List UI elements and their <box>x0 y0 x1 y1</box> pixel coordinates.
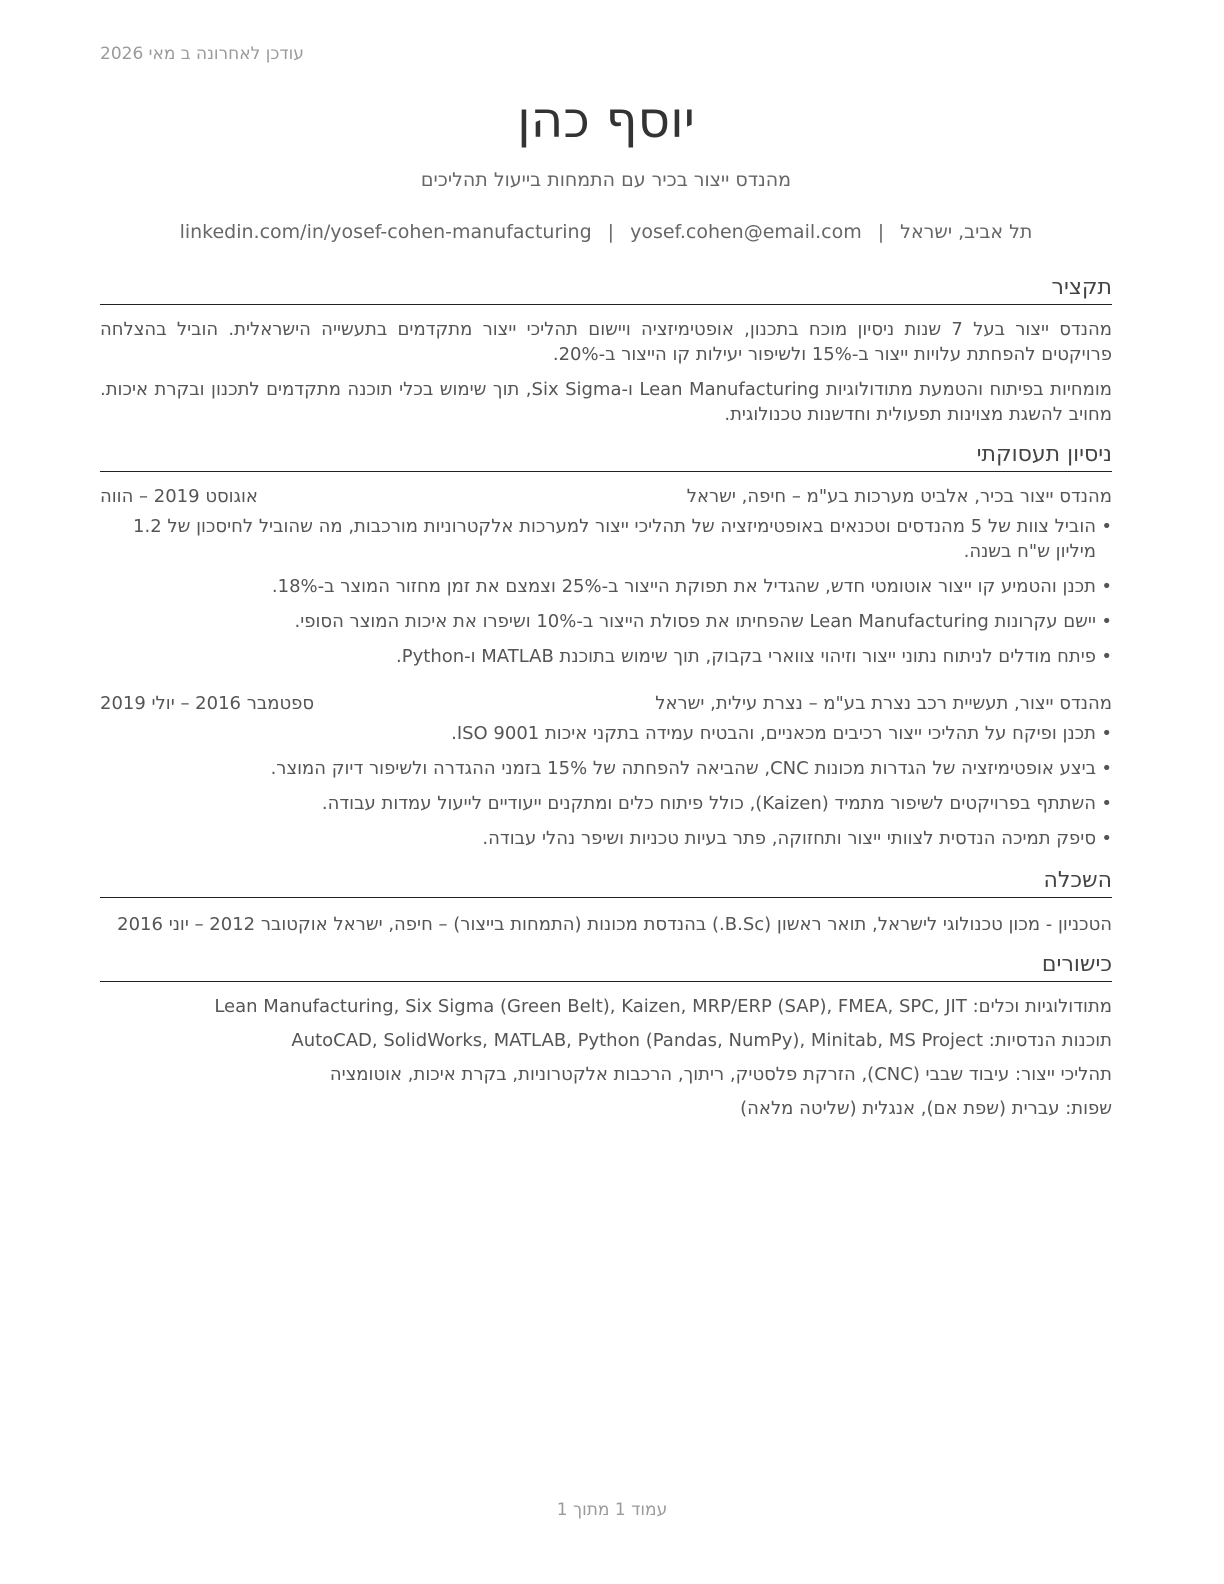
job-header <box>100 484 1112 509</box>
summary-section <box>100 274 1112 427</box>
skill-line: מתודולוגיות וכלים: Lean Manufacturing, Six Sigma (Green Belt), Kaizen, MRP/ERP (SAP), FMEA, SPC, JIT <box>214 996 1112 1017</box>
experience-title: ניסיון תעסוקתי <box>100 441 1112 472</box>
list-item: • השתתף בפרויקטים לשיפור מתמיד (Kaizen), כולל פיתוח כלים ומתקנים ייעודיים לייעול עמדות עבודה. <box>100 791 1112 816</box>
job-heading: מהנדס ייצור, תעשיית רכב נצרת בע"מ – נצרת עילית, ישראל <box>655 693 1112 714</box>
list-item: • סיפק תמיכה הנדסית לצוותי ייצור ותחזוקה, פתר בעיות טכניות ושיפר נהלי עבודה. <box>100 826 1112 851</box>
contact-separator: | <box>877 221 885 243</box>
education-section <box>100 867 1112 937</box>
skills-title: כישורים <box>100 951 1112 982</box>
list-item: • תכנן ופיקח על תהליכי ייצור רכיבים מכאניים, והבטיח עמידה בתקני איכות ISO 9001. <box>100 721 1112 746</box>
job-header <box>100 691 1112 716</box>
resume-content <box>100 90 1112 1130</box>
job-entry <box>100 484 1112 669</box>
skill-line: תוכנות הנדסיות: AutoCAD, SolidWorks, MATLAB, Python (Pandas, NumPy), Minitab, MS Project <box>291 1030 1112 1051</box>
candidate-headline: מהנדס ייצור בכיר עם התמחות בייעול תהליכים <box>420 169 792 191</box>
job-bullets <box>100 721 1112 851</box>
summary-title: תקציר <box>100 274 1112 305</box>
job-bullets <box>100 514 1112 669</box>
contact-location: תל אביב, ישראל <box>900 221 1033 243</box>
list-item: • יישם עקרונות Lean Manufacturing שהפחיתו את פסולת הייצור ב-10% ושיפרו את איכות המוצר הסופי. <box>100 609 1112 634</box>
page-number: עמוד 1 מתוך 1 <box>556 1500 668 1520</box>
job-heading: מהנדס ייצור בכיר, אלביט מערכות בע"מ – חיפה, ישראל <box>686 486 1112 507</box>
job-dates: אוגוסט 2019 – הווה <box>100 486 258 507</box>
list-item: • פיתח מודלים לניתוח נתוני ייצור וזיהוי צווארי בקבוק, תוך שימוש בתוכנת MATLAB ו-Python. <box>100 644 1112 669</box>
list-item: • תכנן והטמיע קו ייצור אוטומטי חדש, שהגדיל את תפוקת הייצור ב-25% וצמצם את זמן מחזור המוצר ב-18%. <box>100 574 1112 599</box>
summary-paragraph: מומחיות בפיתוח והטמעת מתודולוגיות Lean Manufacturing ו-Six Sigma, תוך שימוש בכלי תוכנה מתקדמים לתכנון ובקרת איכות. מחויב להשגת מצוינות תפעולית וחדשנות טכנולוגית. <box>100 379 1112 425</box>
list-item: • ביצע אופטימיזציה של הגדרות מכונות CNC, שהביאה להפחתה של 15% בזמני ההגדרה ולשיפור דיוק המוצר. <box>100 756 1112 781</box>
experience-section <box>100 441 1112 851</box>
skill-line: שפות: עברית (שפת אם), אנגלית (שליטה מלאה) <box>740 1098 1112 1119</box>
job-entry <box>100 691 1112 851</box>
contact-linkedin[interactable]: linkedin.com/in/yosef-cohen-manufacturing <box>179 221 592 243</box>
contact-email[interactable]: yosef.cohen@email.com <box>630 221 862 243</box>
skills-section <box>100 951 1112 1121</box>
education-title: השכלה <box>100 867 1112 898</box>
contact-line <box>100 220 1112 244</box>
summary-paragraph: מהנדס ייצור בעל 7 שנות ניסיון מוכח בתכנון, אופטימיזציה ויישום תהליכי ייצור מתקדמים בתעשייה הישראלית. הוביל בהצלחה פרויקטים להפחתת עלויות ייצור ב-15% ולשיפור יעילות קו הייצור ב-20%. <box>100 319 1112 365</box>
job-dates: ספטמבר 2016 – יולי 2019 <box>100 693 315 714</box>
education-entry: הטכניון - מכון טכנולוגי לישראל, תואר ראשון (B.Sc.) בהנדסת מכונות (התמחות בייצור) – חיפה, ישראל אוקטובר 2012 – יוני 2016 <box>117 914 1112 935</box>
list-item: • הוביל צוות של 5 מהנדסים וטכנאים באופטימיזציה של תהליכי ייצור למערכות אלקטרוניות מורכבות, מה שהוביל לחיסכון של 1.2 מיליון ש"ח בשנה. <box>100 514 1112 564</box>
contact-separator: | <box>607 221 615 243</box>
skills-list <box>100 994 1112 1121</box>
last-updated-note: עודכן לאחרונה ב מאי 2026 <box>100 44 304 64</box>
skill-line: תהליכי ייצור: עיבוד שבבי (CNC), הזרקת פלסטיק, ריתוך, הרכבות אלקטרוניות, בקרת איכות, אוטומציה <box>329 1064 1112 1085</box>
candidate-name: יוסף כהן <box>517 91 695 149</box>
